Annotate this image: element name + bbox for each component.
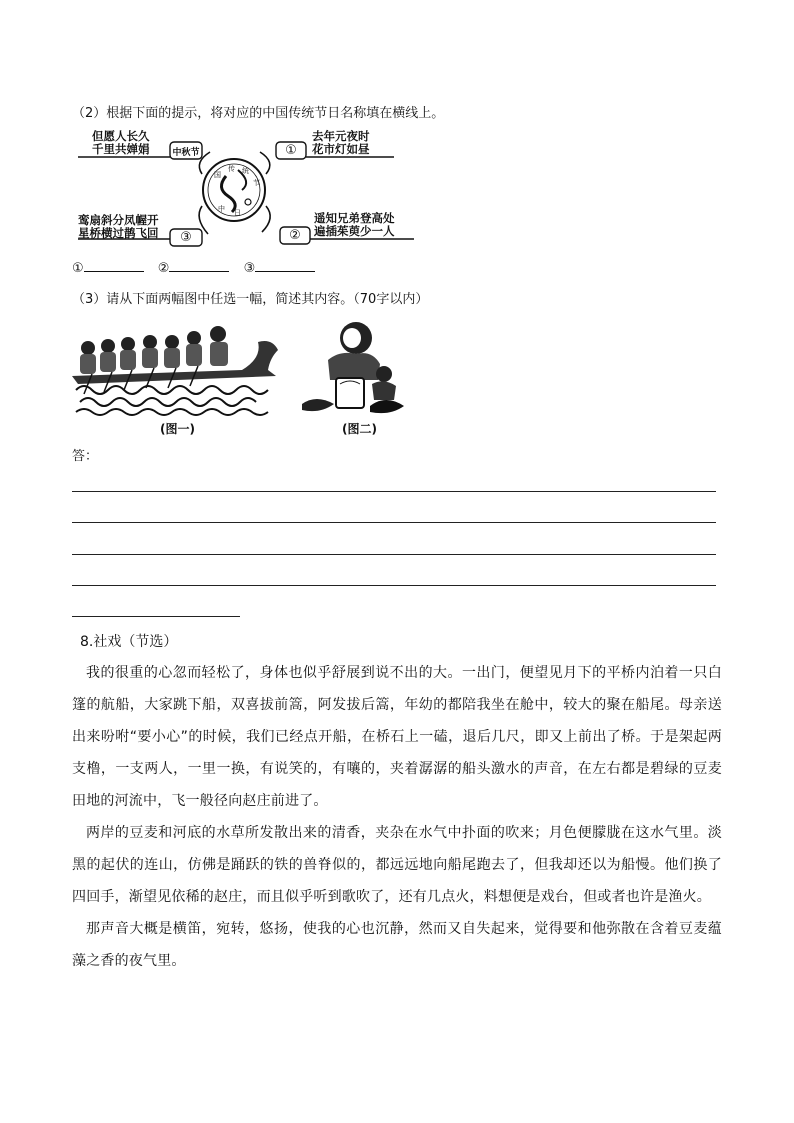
- q3-prompt: （3）请从下面两幅图中任选一幅，简述其内容。（70字以内）: [72, 292, 429, 307]
- festival-diagram: [76, 126, 421, 251]
- poem-line: 千里共婵娟: [92, 142, 150, 156]
- marker-1: ①: [285, 143, 297, 158]
- marker-3: ③: [180, 230, 192, 245]
- answer-line[interactable]: [72, 616, 240, 617]
- dragon-boat-illustration: [72, 318, 284, 418]
- emblem-char: 中: [218, 205, 225, 213]
- answer-line[interactable]: [72, 585, 716, 586]
- emblem-char: 统: [242, 167, 249, 175]
- passage-paragraph-3: 那声音大概是横笛，宛转，悠扬，使我的心也沉静，然而又自失起来，觉得要和他弥散在含着豆麦蕴藻之香的夜气里。: [72, 921, 722, 969]
- emblem-char: 节: [253, 179, 260, 187]
- q8-title: 8.社戏（节选）: [80, 634, 178, 650]
- poem-line: 遥知兄弟登高处: [314, 211, 395, 225]
- figure-two-illustration: [300, 320, 410, 418]
- figure2-caption: (图二): [342, 422, 377, 436]
- answer-line[interactable]: [72, 522, 716, 523]
- emblem-char: 日: [234, 209, 241, 217]
- blank-label: ③: [243, 261, 256, 276]
- poem-line: 遍插茱萸少一人: [314, 224, 395, 238]
- festival-tag: 中秋节: [172, 148, 200, 158]
- marker-2: ②: [289, 228, 301, 243]
- answer-label: 答：: [72, 449, 99, 464]
- answer-blank-2[interactable]: [169, 259, 229, 272]
- figure1-caption: (图一): [160, 422, 195, 436]
- passage-paragraph-1: 我的很重的心忽而轻松了，身体也似乎舒展到说不出的大。一出门，便望见月下的平桥内泊着一只白篷的航船，大家跳下船，双喜拔前篙，阿发拔后篙，年幼的都陪我坐在舱中，较大的聚在船尾。母亲送出来吩咐“要小心”的时候，我们已经点开船，在桥石上一磕，退后几尺，即又上前出了桥。于是架起两支橹，一支两人，一里一换，有说笑的，有嚷的，夹着潺潺的船头激水的声音，在左右都是碧绿的豆麦田地的河流中，飞一般径向赵庄前进了。: [72, 665, 722, 809]
- answer-line[interactable]: [72, 554, 716, 555]
- blank-label: ①: [72, 261, 84, 276]
- emblem-char: 传: [228, 165, 235, 173]
- figure-two-people: [300, 320, 410, 418]
- blank-label: ②: [157, 261, 170, 276]
- poem-line: 花市灯如昼: [312, 142, 370, 156]
- poem-line: 星桥横过鹊飞回: [78, 226, 159, 240]
- poem-line: 鸾扇斜分凤幄开: [78, 213, 159, 227]
- answer-blank-3[interactable]: [255, 259, 315, 272]
- answer-blank-1[interactable]: [84, 259, 144, 272]
- passage-paragraph-2: 两岸的豆麦和河底的水草所发散出来的清香，夹杂在水气中扑面的吹来；月色便朦胧在这水气里。淡黑的起伏的连山，仿佛是踊跃的铁的兽脊似的，都远远地向船尾跑去了，但我却还以为船慢。他们换了四回手，渐望见依稀的赵庄，而且似乎听到歌吹了，还有几点火，料想便是戏台，但或者也许是渔火。: [72, 825, 722, 905]
- emblem-char: 国: [214, 171, 221, 179]
- answer-line[interactable]: [72, 491, 716, 492]
- answer-blanks: [72, 259, 325, 277]
- poem-line: 去年元夜时: [312, 129, 370, 143]
- poem-line: 但愿人长久: [92, 129, 150, 143]
- figure-dragon-boat: [72, 318, 284, 418]
- q2-prompt: （2）根据下面的提示，将对应的中国传统节日名称填在横线上。: [72, 106, 445, 121]
